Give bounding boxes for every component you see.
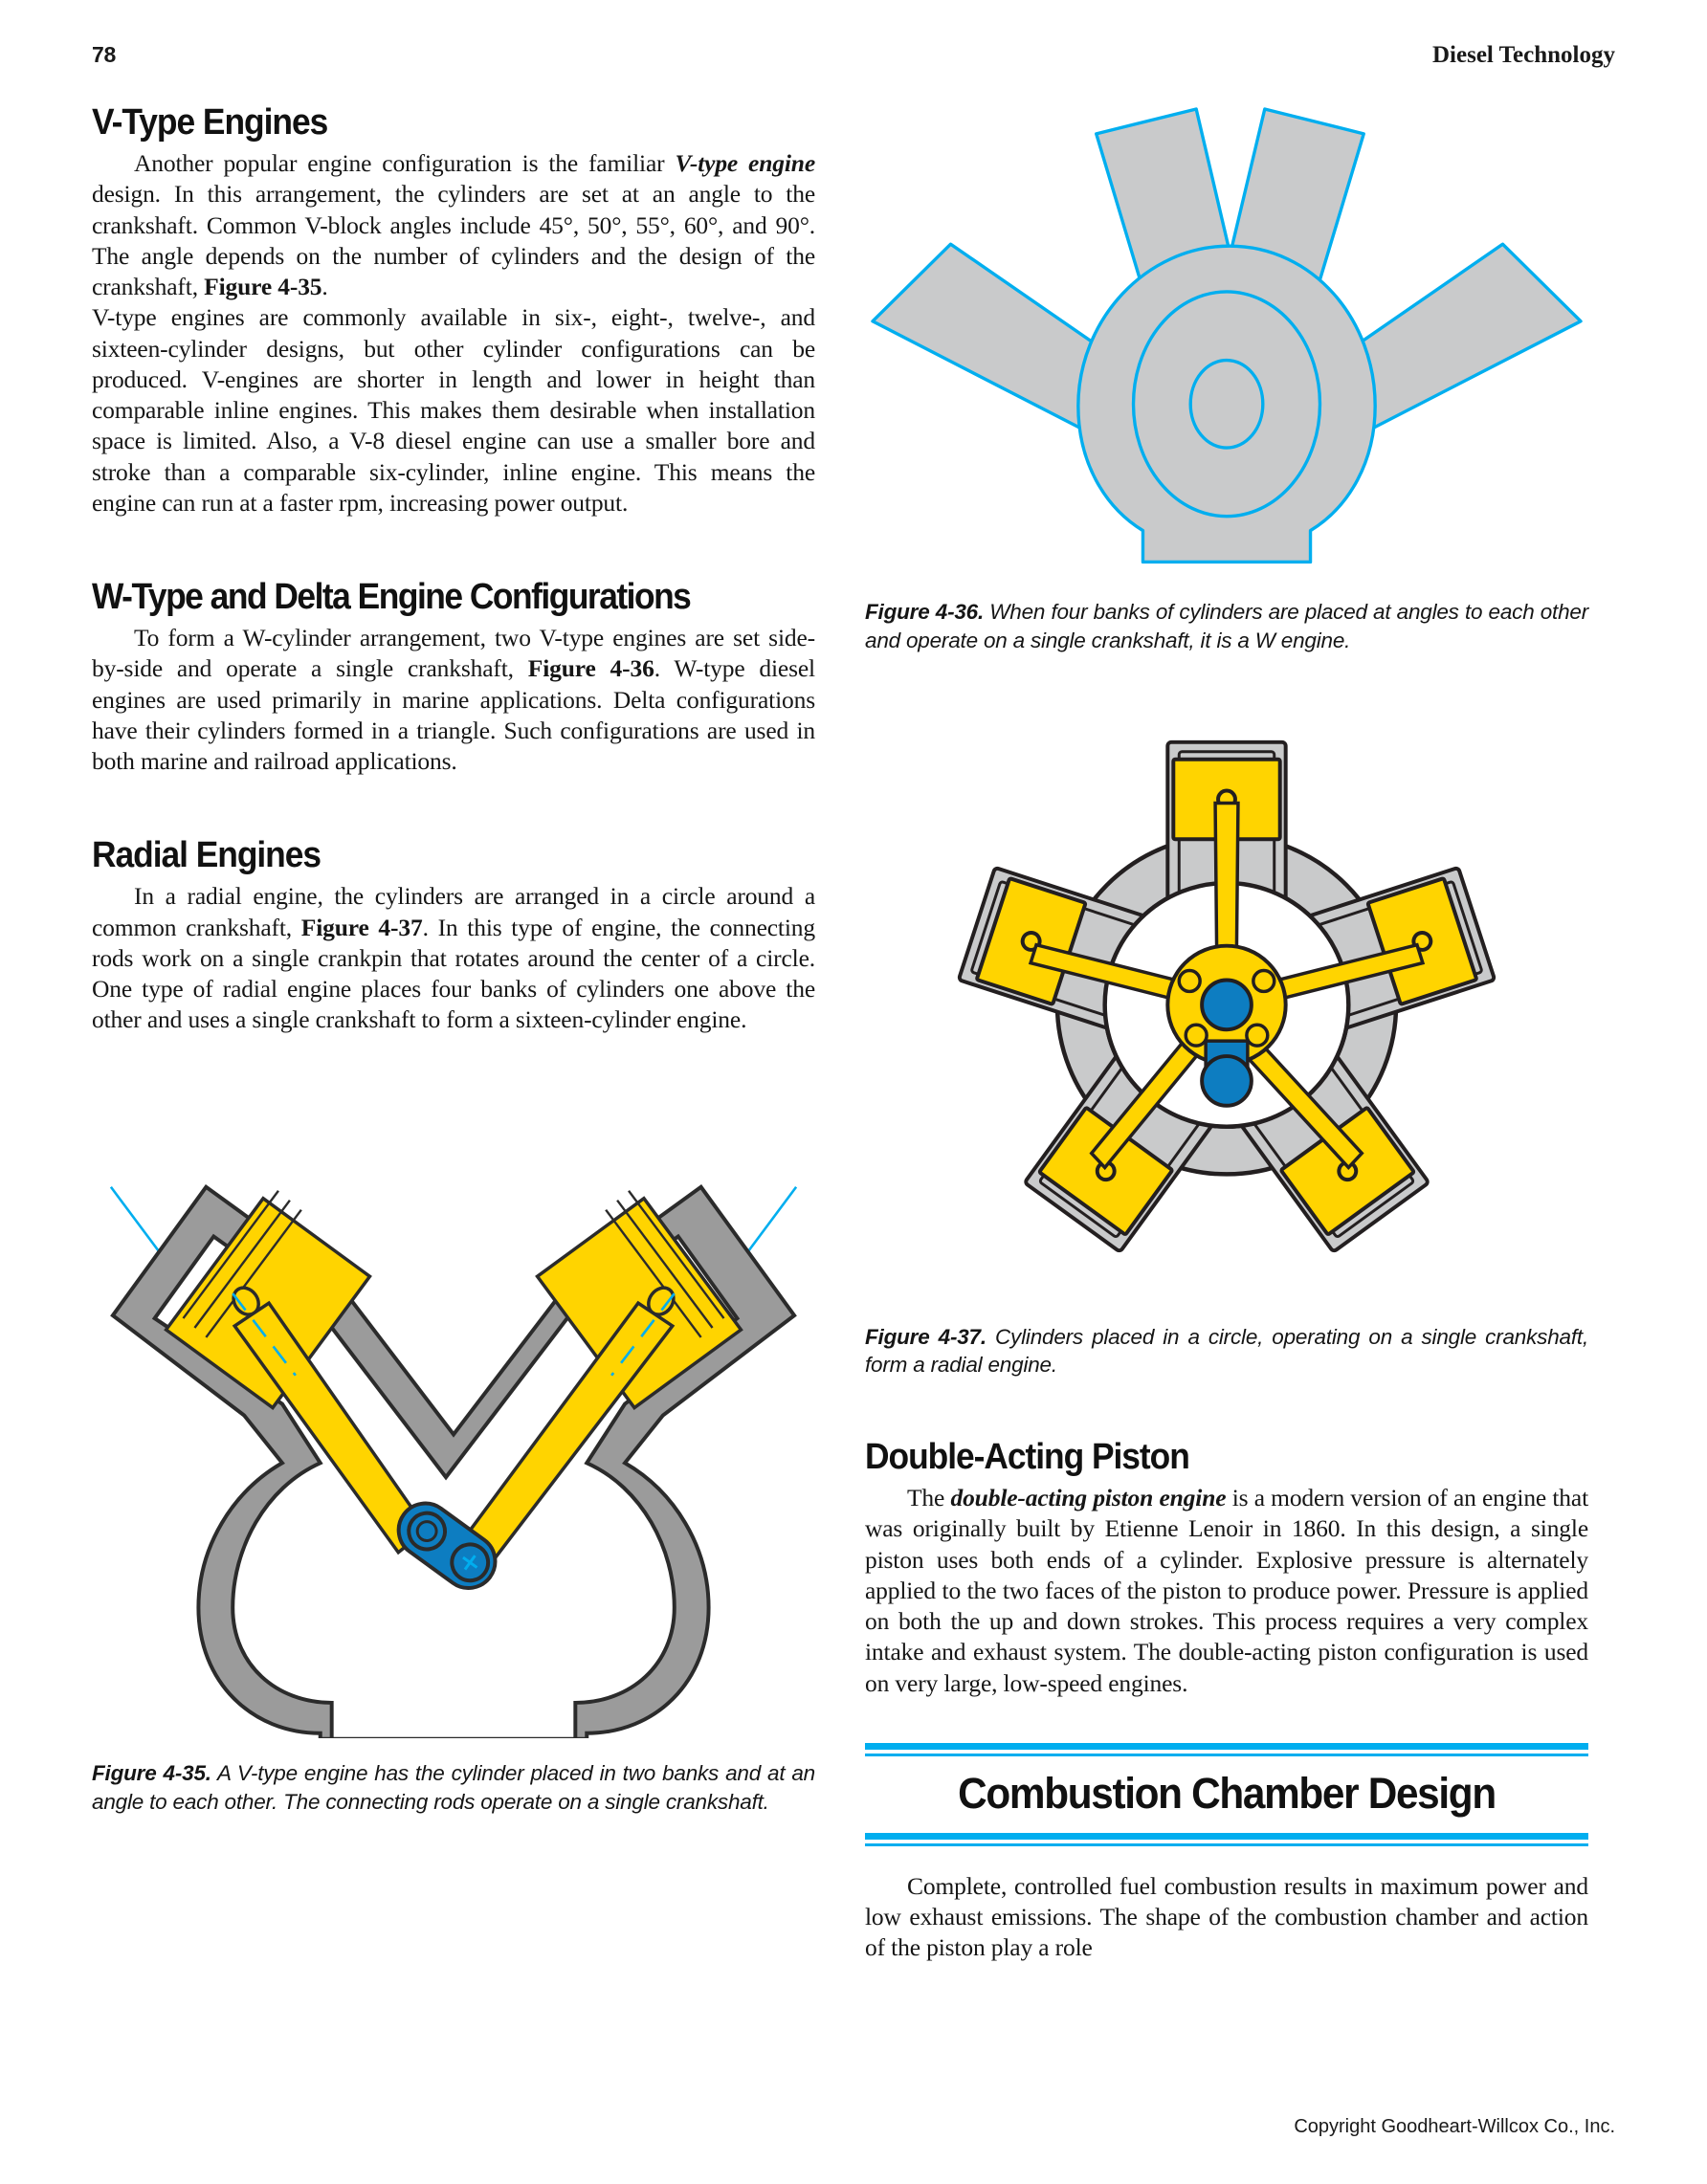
paragraph-radial-1 [92,881,815,1035]
book-title: Diesel Technology [1432,42,1615,68]
spacer [92,518,815,578]
figure-4-35-label: Figure 4-35. [92,1761,211,1786]
figure-4-35-caption [92,1759,815,1816]
term-v-type-engine: V-type engine [675,149,815,178]
spacer [865,1699,1588,1743]
right-column [865,103,1588,1964]
rule-thick-top [865,1743,1588,1750]
text-run: is a modern version of an engine that was originally built by Etienne Lenoir in 1860. In this design, a single piston uses both ends of a cylinder. Explosive pressure is alternately applied to the two faces of the piston to produce power. Pressure is applied on both the up and down strokes. This process requires a very complex intake and exhaust system. The double-acting piston configuration is used on very large, low-speed engines. [865,1484,1589,1697]
figure-4-36-label: Figure 4-36. [865,600,985,625]
text-run: . [321,273,328,301]
rule-above [865,1743,1588,1756]
copyright-line: Copyright Goodheart-Willcox Co., Inc. [1294,2116,1615,2137]
figure-4-37-caption-text: Cylinders placed in a circle, operating on a single crankshaft, form a radial engine. [865,1324,1588,1377]
heading-double-acting-piston: Double-Acting Piston [865,1437,1189,1478]
spacer [865,654,1588,708]
spacer [92,777,815,836]
heading-w-type-delta: W-Type and Delta Engine Configurations [92,577,691,618]
figure-4-36-image [865,103,1588,569]
spacer [92,1738,815,1759]
figure-4-35-caption-text: A V-type engine has the cylinder placed in two banks and at an angle to each other. The connecting rods operate on a single crankshaft. [92,1761,815,1814]
crank-bore-inner [1190,361,1263,449]
left-column [92,103,815,1816]
heading-v-type-engines: V-Type Engines [92,102,328,143]
rule-below [865,1833,1588,1846]
spacer [865,569,1588,598]
w-engine-banks [873,109,1581,562]
xref-figure-4-35: Figure 4-35 [204,273,322,301]
figure-4-37-caption [865,1323,1588,1379]
spacer [865,1846,1588,1871]
text-run: design. In this arrangement, the cylinders are set at an angle to the crankshaft. Common V-block angles include 45°, 50°, 55°, 60°, and 90°. The angle depends on the number of cylinders and the design of the crankshaft, [92,180,815,301]
xref-figure-4-36: Figure 4-36 [527,654,654,683]
spacer [92,1036,815,1149]
display-heading-block [865,1743,1588,1846]
term-double-acting-piston-engine: double-acting piston engine [950,1484,1227,1512]
crankpin [1202,980,1252,1029]
main-journal [1202,1056,1252,1106]
text-run: In a radial engine, the cylinders are arranged in a circle around a common crankshaft, [92,882,815,941]
figure-4-36-caption-text: When four banks of cylinders are placed at angles to each other and operate on a single crankshaft, it is a W engine. [865,600,1588,652]
figure-4-36-caption [865,598,1588,654]
text-run: . In this type of engine, the connecting rods work on a single crankpin that rotates around the center of a circle. One type of radial engine places four banks of cylinders one above the other and uses a single crankshaft to form a sixteen-cylinder engine. [92,913,815,1034]
heading-combustion-chamber-design: Combustion Chamber Design [958,1768,1496,1818]
paragraph-v-type-1 [92,148,815,302]
figure-4-37-label: Figure 4-37. [865,1324,987,1349]
heading-radial-engines: Radial Engines [92,835,321,876]
text-run: . W-type diesel engines are used primarily in marine applications. Delta configurations have their cylinders formed in a triangle. Such configurations are used in both marine and railroad applications. [92,654,815,776]
xref-figure-4-37: Figure 4-37 [300,913,423,941]
rule-thin-top [865,1754,1588,1756]
paragraph-w-type-1 [92,623,815,777]
paragraph-v-type-2: V-type engines are commonly available in six-, eight-, twelve-, and sixteen-cylinder designs, but other cylinder configurations can be produced. V-engines are shorter in length and lower in height than comparable inline engines. This makes them desirable when installation space is limited. Also, a V-8 diesel engine can use a smaller bore and stroke than a comparable six-cylinder, inline engine. This means the engine can run at a faster rpm, increasing power output. [92,303,815,517]
paragraph-double-acting-1 [865,1483,1588,1699]
text-run: Another popular engine configuration is the familiar [134,149,676,178]
spacer [865,1298,1588,1323]
running-head [92,42,1615,75]
spacer [865,1379,1588,1438]
page-number: 78 [92,42,116,67]
figure-4-37-image [865,708,1588,1298]
rule-thick-bottom [865,1833,1588,1840]
paragraph-combustion-1: Complete, controlled fuel combustion results in maximum power and low exhaust emissions. The shape of the combustion chamber and action of the piston play a role [865,1871,1588,1962]
text-run: To form a W-cylinder arrangement, two V-type engines are set side-by-side and operate a single crankshaft, [92,624,815,683]
text-run: The [907,1484,951,1512]
figure-4-35-image [92,1149,815,1739]
